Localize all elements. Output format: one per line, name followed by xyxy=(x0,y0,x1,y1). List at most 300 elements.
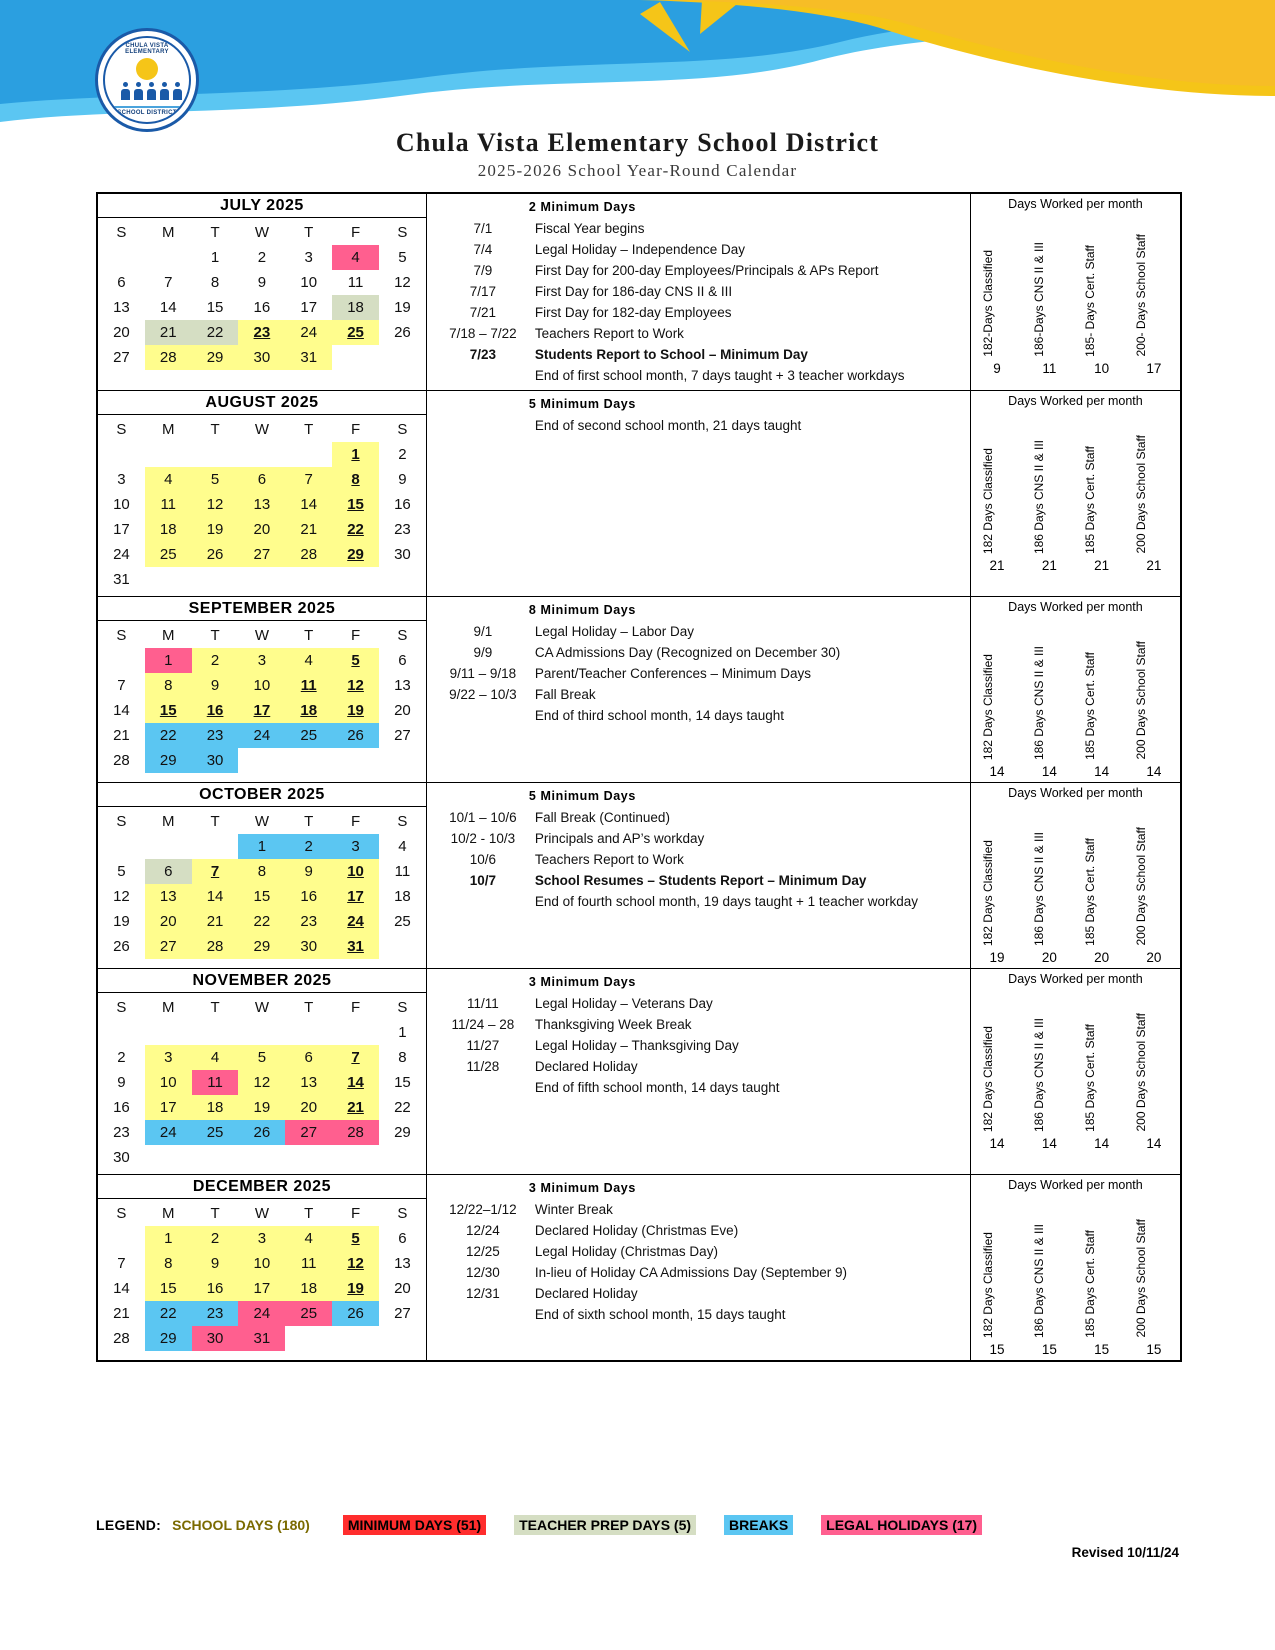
event-date: 11/27 xyxy=(466,1038,500,1053)
day-cell xyxy=(145,1276,192,1301)
day-number: 28 xyxy=(113,1330,130,1347)
day-number: 7 xyxy=(285,467,332,492)
day-cell xyxy=(332,1070,379,1095)
day-number: 1 xyxy=(332,442,379,467)
day-cell xyxy=(332,1226,379,1251)
weekday-header: M xyxy=(161,1205,175,1222)
weekday-header: W xyxy=(254,627,269,644)
calendar-table xyxy=(96,192,1182,1362)
event-row xyxy=(433,323,966,344)
day-cell xyxy=(332,834,379,859)
days-worked-label: 185 Days Cert. Staff xyxy=(1082,1230,1097,1338)
day-cell xyxy=(192,723,239,748)
days-worked-label: 185 Days Cert. Staff xyxy=(1082,1024,1097,1132)
weekday-header: S xyxy=(397,224,408,241)
days-worked-value: 14 xyxy=(989,1136,1005,1151)
day-cell xyxy=(98,442,145,467)
day-number: 8 xyxy=(238,859,285,884)
days-worked-value: 19 xyxy=(989,950,1005,965)
day-number: 31 xyxy=(238,1326,285,1351)
weekday-header: S xyxy=(116,999,127,1016)
day-number: 19 xyxy=(332,698,379,723)
event-row xyxy=(433,1262,966,1283)
day-cell xyxy=(192,492,239,517)
day-cell xyxy=(238,270,285,295)
days-worked-labels xyxy=(971,408,1180,558)
day-number: 5 xyxy=(238,1045,285,1070)
day-number: 23 xyxy=(394,521,411,538)
day-cell xyxy=(379,748,426,773)
days-worked-value: 21 xyxy=(1041,558,1057,573)
days-worked-value: 14 xyxy=(1146,764,1162,779)
day-number: 18 xyxy=(332,295,379,320)
day-number: 7 xyxy=(117,1255,126,1272)
days-worked-cell xyxy=(970,597,1181,783)
event-description: First Day for 200-day Employees/Principals & APs Report xyxy=(534,263,879,278)
weekday-header: T xyxy=(210,999,220,1016)
week-row xyxy=(98,698,426,723)
weekday-header: S xyxy=(116,627,127,644)
month-summary-text: End of fourth school month, 19 days taught + 1 teacher workday xyxy=(534,894,918,909)
day-cell xyxy=(98,542,145,567)
day-cell xyxy=(238,1045,285,1070)
day-number: 13 xyxy=(394,677,411,694)
month-row xyxy=(97,1175,1181,1362)
day-cell xyxy=(379,698,426,723)
day-cell xyxy=(285,542,332,567)
day-cell xyxy=(145,492,192,517)
day-cell xyxy=(285,748,332,773)
week-row xyxy=(98,1276,426,1301)
event-description: Teachers Report to Work xyxy=(534,326,684,341)
event-date: 7/18 – 7/22 xyxy=(449,326,517,341)
day-cell xyxy=(192,270,239,295)
days-worked-cell xyxy=(970,1175,1181,1362)
day-number: 21 xyxy=(113,727,130,744)
day-number: 21 xyxy=(145,320,192,345)
day-number: 30 xyxy=(192,748,239,773)
day-grid xyxy=(98,623,426,773)
logo-seal xyxy=(103,36,191,124)
day-number: 23 xyxy=(192,1301,239,1326)
event-date: 10/2 - 10/3 xyxy=(450,831,516,846)
day-number: 19 xyxy=(113,913,130,930)
day-number: 18 xyxy=(192,1095,239,1120)
day-cell xyxy=(332,723,379,748)
day-cell xyxy=(285,567,332,592)
legend-item: BREAKS xyxy=(724,1515,793,1535)
day-cell xyxy=(332,909,379,934)
month-calendar xyxy=(97,597,426,783)
day-cell xyxy=(379,492,426,517)
day-cell xyxy=(285,1045,332,1070)
day-number: 12 xyxy=(113,888,130,905)
day-number: 23 xyxy=(113,1124,130,1141)
weekday-header: T xyxy=(210,813,220,830)
event-description: Declared Holiday xyxy=(534,1059,638,1074)
day-number: 24 xyxy=(145,1120,192,1145)
weekday-header: M xyxy=(161,999,175,1016)
day-cell xyxy=(192,567,239,592)
event-date: 9/11 – 9/18 xyxy=(449,666,517,681)
day-cell xyxy=(332,1095,379,1120)
day-cell xyxy=(379,245,426,270)
day-cell xyxy=(192,673,239,698)
day-cell xyxy=(332,1301,379,1326)
legend-label: LEGEND: xyxy=(96,1517,162,1533)
days-worked-values xyxy=(971,558,1180,576)
day-number: 9 xyxy=(117,1074,126,1091)
day-cell xyxy=(192,542,239,567)
week-row xyxy=(98,1020,426,1045)
day-number: 15 xyxy=(145,1276,192,1301)
day-number: 2 xyxy=(192,1226,239,1251)
month-title: NOVEMBER 2025 xyxy=(98,969,426,993)
weekday-header: F xyxy=(350,421,361,438)
month-row xyxy=(97,969,1181,1175)
day-cell xyxy=(145,245,192,270)
day-number: 6 xyxy=(285,1045,332,1070)
day-cell xyxy=(379,1326,426,1351)
summary-spacer xyxy=(433,365,533,386)
day-cell xyxy=(332,698,379,723)
day-cell xyxy=(145,345,192,370)
day-number: 2 xyxy=(117,1049,126,1066)
day-cell xyxy=(332,492,379,517)
week-row xyxy=(98,295,426,320)
day-cell xyxy=(192,345,239,370)
day-number: 1 xyxy=(398,1024,407,1041)
event-row xyxy=(433,642,966,663)
week-row xyxy=(98,345,426,370)
day-cell xyxy=(332,673,379,698)
event-row xyxy=(433,1056,966,1077)
legend xyxy=(96,1515,1182,1535)
event-date: 7/21 xyxy=(469,305,497,320)
month-summary-text: End of sixth school month, 15 days taught xyxy=(534,1307,786,1322)
day-cell xyxy=(332,245,379,270)
day-number: 30 xyxy=(113,1149,130,1166)
days-worked-label: 186 Days CNS II & III xyxy=(1031,831,1046,946)
day-cell xyxy=(192,859,239,884)
event-row xyxy=(433,302,966,323)
day-number: 18 xyxy=(394,888,411,905)
days-worked-label: 186 Days CNS II & III xyxy=(1031,439,1046,554)
event-date: 10/1 – 10/6 xyxy=(449,810,517,825)
month-title: SEPTEMBER 2025 xyxy=(98,597,426,621)
day-cell xyxy=(285,1251,332,1276)
day-number: 25 xyxy=(192,1120,239,1145)
day-cell xyxy=(145,723,192,748)
day-cell xyxy=(379,834,426,859)
event-date: 9/1 xyxy=(473,624,493,639)
day-number: 4 xyxy=(285,648,332,673)
day-number: 16 xyxy=(192,1276,239,1301)
weekday-header: W xyxy=(254,421,269,438)
day-cell xyxy=(285,345,332,370)
days-worked-label: 200- Days School Staff xyxy=(1133,234,1148,357)
day-number: 20 xyxy=(238,517,285,542)
day-cell xyxy=(98,884,145,909)
day-cell xyxy=(285,859,332,884)
week-row xyxy=(98,442,426,467)
days-worked-label: 200 Days School Staff xyxy=(1133,641,1148,760)
day-number: 19 xyxy=(332,1276,379,1301)
days-worked-header: Days Worked per month xyxy=(1008,1178,1143,1192)
day-cell xyxy=(98,859,145,884)
week-row xyxy=(98,748,426,773)
day-number: 3 xyxy=(238,1226,285,1251)
day-cell xyxy=(98,320,145,345)
day-cell xyxy=(379,295,426,320)
week-row xyxy=(98,1301,426,1326)
day-cell xyxy=(145,295,192,320)
day-cell xyxy=(285,270,332,295)
day-cell xyxy=(238,1226,285,1251)
day-number: 12 xyxy=(238,1070,285,1095)
day-cell xyxy=(192,648,239,673)
weekday-header: S xyxy=(116,813,127,830)
day-cell xyxy=(98,517,145,542)
day-cell xyxy=(145,648,192,673)
day-number: 9 xyxy=(192,1251,239,1276)
day-cell xyxy=(379,909,426,934)
day-number: 26 xyxy=(332,723,379,748)
day-cell xyxy=(379,934,426,959)
day-number: 27 xyxy=(238,542,285,567)
day-cell xyxy=(285,1226,332,1251)
day-cell xyxy=(332,748,379,773)
day-cell xyxy=(192,884,239,909)
day-cell xyxy=(238,245,285,270)
day-number: 22 xyxy=(238,909,285,934)
day-number: 10 xyxy=(332,859,379,884)
day-number: 24 xyxy=(285,320,332,345)
day-number: 6 xyxy=(238,467,285,492)
day-number: 14 xyxy=(113,702,130,719)
month-row xyxy=(97,597,1181,783)
day-number: 25 xyxy=(332,320,379,345)
month-summary-row xyxy=(433,705,966,726)
day-number: 29 xyxy=(145,1326,192,1351)
event-description: First Day for 182-day Employees xyxy=(534,305,732,320)
event-date: 11/11 xyxy=(466,996,499,1011)
week-row xyxy=(98,1251,426,1276)
day-number: 30 xyxy=(285,934,332,959)
days-worked-header: Days Worked per month xyxy=(1008,600,1143,614)
day-cell xyxy=(238,1251,285,1276)
day-number: 24 xyxy=(238,1301,285,1326)
weekday-header: F xyxy=(350,813,361,830)
month-summary-row xyxy=(433,1077,966,1098)
days-worked-header: Days Worked per month xyxy=(1008,197,1143,211)
weekday-header: F xyxy=(350,627,361,644)
month-title: OCTOBER 2025 xyxy=(98,783,426,807)
day-cell xyxy=(145,1070,192,1095)
waves-icon xyxy=(113,102,181,108)
day-cell xyxy=(285,467,332,492)
day-number: 10 xyxy=(145,1070,192,1095)
event-date: 7/9 xyxy=(473,263,493,278)
day-number: 17 xyxy=(145,1095,192,1120)
day-cell xyxy=(145,1251,192,1276)
day-cell xyxy=(98,748,145,773)
week-row xyxy=(98,723,426,748)
day-cell xyxy=(192,909,239,934)
day-number: 17 xyxy=(300,299,318,316)
day-cell xyxy=(98,1145,145,1170)
day-number: 5 xyxy=(332,1226,379,1251)
day-cell xyxy=(192,1251,239,1276)
day-cell xyxy=(192,1070,239,1095)
days-worked-label: 185 Days Cert. Staff xyxy=(1082,446,1097,554)
month-title: DECEMBER 2025 xyxy=(98,1175,426,1199)
day-grid xyxy=(98,809,426,959)
header-banner xyxy=(0,0,1275,135)
day-number: 16 xyxy=(285,884,332,909)
event-date: 7/4 xyxy=(473,242,493,257)
day-number: 19 xyxy=(238,1095,285,1120)
days-worked-value: 15 xyxy=(989,1342,1005,1357)
event-date: 7/17 xyxy=(469,284,497,299)
week-row xyxy=(98,1070,426,1095)
day-cell xyxy=(98,1301,145,1326)
day-cell xyxy=(379,1070,426,1095)
day-cell xyxy=(379,542,426,567)
day-cell xyxy=(332,1251,379,1276)
day-number: 21 xyxy=(285,517,332,542)
day-cell xyxy=(192,467,239,492)
day-number: 17 xyxy=(238,698,285,723)
day-cell xyxy=(285,834,332,859)
minimum-days-count: 3 Minimum Days xyxy=(528,1181,636,1195)
day-cell xyxy=(238,1276,285,1301)
day-number: 18 xyxy=(285,698,332,723)
weekday-header: M xyxy=(161,224,175,241)
day-number: 21 xyxy=(113,1305,130,1322)
day-cell xyxy=(379,673,426,698)
day-cell xyxy=(192,1020,239,1045)
day-cell xyxy=(379,1276,426,1301)
event-list xyxy=(433,218,966,386)
day-cell xyxy=(379,517,426,542)
day-number: 6 xyxy=(398,1230,407,1247)
event-date: 12/24 xyxy=(465,1223,500,1238)
day-number: 24 xyxy=(238,723,285,748)
days-worked-label: 182 Days Classified xyxy=(980,839,995,946)
summary-spacer xyxy=(433,1077,533,1098)
day-cell xyxy=(285,934,332,959)
day-cell xyxy=(379,648,426,673)
weekday-header: S xyxy=(397,813,408,830)
day-number: 27 xyxy=(394,1305,411,1322)
day-number: 26 xyxy=(192,542,239,567)
day-number: 26 xyxy=(394,324,411,341)
day-number: 9 xyxy=(257,274,267,291)
days-worked-label: 182 Days Classified xyxy=(980,447,995,554)
weekday-header: M xyxy=(161,627,175,644)
event-row xyxy=(433,344,966,365)
event-row xyxy=(433,1241,966,1262)
event-row xyxy=(433,260,966,281)
day-number: 14 xyxy=(113,1280,130,1297)
day-number: 6 xyxy=(398,652,407,669)
month-title: JULY 2025 xyxy=(98,194,426,218)
day-cell xyxy=(285,245,332,270)
day-number: 28 xyxy=(332,1120,379,1145)
day-cell xyxy=(285,1095,332,1120)
day-number: 22 xyxy=(394,1099,411,1116)
day-cell xyxy=(192,517,239,542)
day-number: 28 xyxy=(285,542,332,567)
day-cell xyxy=(285,320,332,345)
event-description: Fall Break xyxy=(534,687,596,702)
day-number: 20 xyxy=(394,702,411,719)
days-worked-values xyxy=(971,361,1180,379)
day-cell xyxy=(285,698,332,723)
day-cell xyxy=(238,542,285,567)
day-cell xyxy=(379,1226,426,1251)
day-number: 17 xyxy=(238,1276,285,1301)
day-cell xyxy=(332,320,379,345)
day-number: 14 xyxy=(159,299,177,316)
day-cell xyxy=(379,723,426,748)
legend-item: MINIMUM DAYS (51) xyxy=(343,1515,486,1535)
day-cell xyxy=(332,1326,379,1351)
day-number: 28 xyxy=(192,934,239,959)
day-cell xyxy=(285,492,332,517)
month-notes xyxy=(426,783,970,969)
day-number: 29 xyxy=(394,1124,411,1141)
event-description: Legal Holiday – Independence Day xyxy=(534,242,746,257)
days-worked-label: 182 Days Classified xyxy=(980,1231,995,1338)
days-worked-labels xyxy=(971,211,1180,361)
event-description: Principals and AP’s workday xyxy=(534,831,705,846)
day-number: 28 xyxy=(113,752,130,769)
day-number: 17 xyxy=(113,521,130,538)
day-cell xyxy=(379,1045,426,1070)
week-row xyxy=(98,270,426,295)
day-number: 1 xyxy=(210,249,220,266)
event-row xyxy=(433,663,966,684)
summary-spacer xyxy=(433,415,533,436)
day-cell xyxy=(98,245,145,270)
day-number: 21 xyxy=(192,909,239,934)
minimum-days-count: 3 Minimum Days xyxy=(528,975,636,989)
day-cell xyxy=(379,1251,426,1276)
weekday-header: S xyxy=(397,421,408,438)
day-cell xyxy=(98,723,145,748)
weekday-header: T xyxy=(304,1205,314,1222)
minimum-days-count: 8 Minimum Days xyxy=(528,603,636,617)
logo-top-text: CHULA VISTA ELEMENTARY xyxy=(125,43,169,55)
event-description: Legal Holiday – Labor Day xyxy=(534,624,694,639)
event-date: 9/22 – 10/3 xyxy=(449,687,517,702)
day-number: 30 xyxy=(192,1326,239,1351)
week-row xyxy=(98,834,426,859)
week-row xyxy=(98,320,426,345)
days-worked-value: 20 xyxy=(1041,950,1057,965)
day-cell xyxy=(98,1226,145,1251)
day-cell xyxy=(145,467,192,492)
day-number: 16 xyxy=(253,299,271,316)
day-number: 16 xyxy=(113,1099,130,1116)
event-row xyxy=(433,684,966,705)
day-cell xyxy=(379,442,426,467)
day-cell xyxy=(192,1226,239,1251)
day-cell xyxy=(379,270,426,295)
day-number: 19 xyxy=(394,299,411,316)
